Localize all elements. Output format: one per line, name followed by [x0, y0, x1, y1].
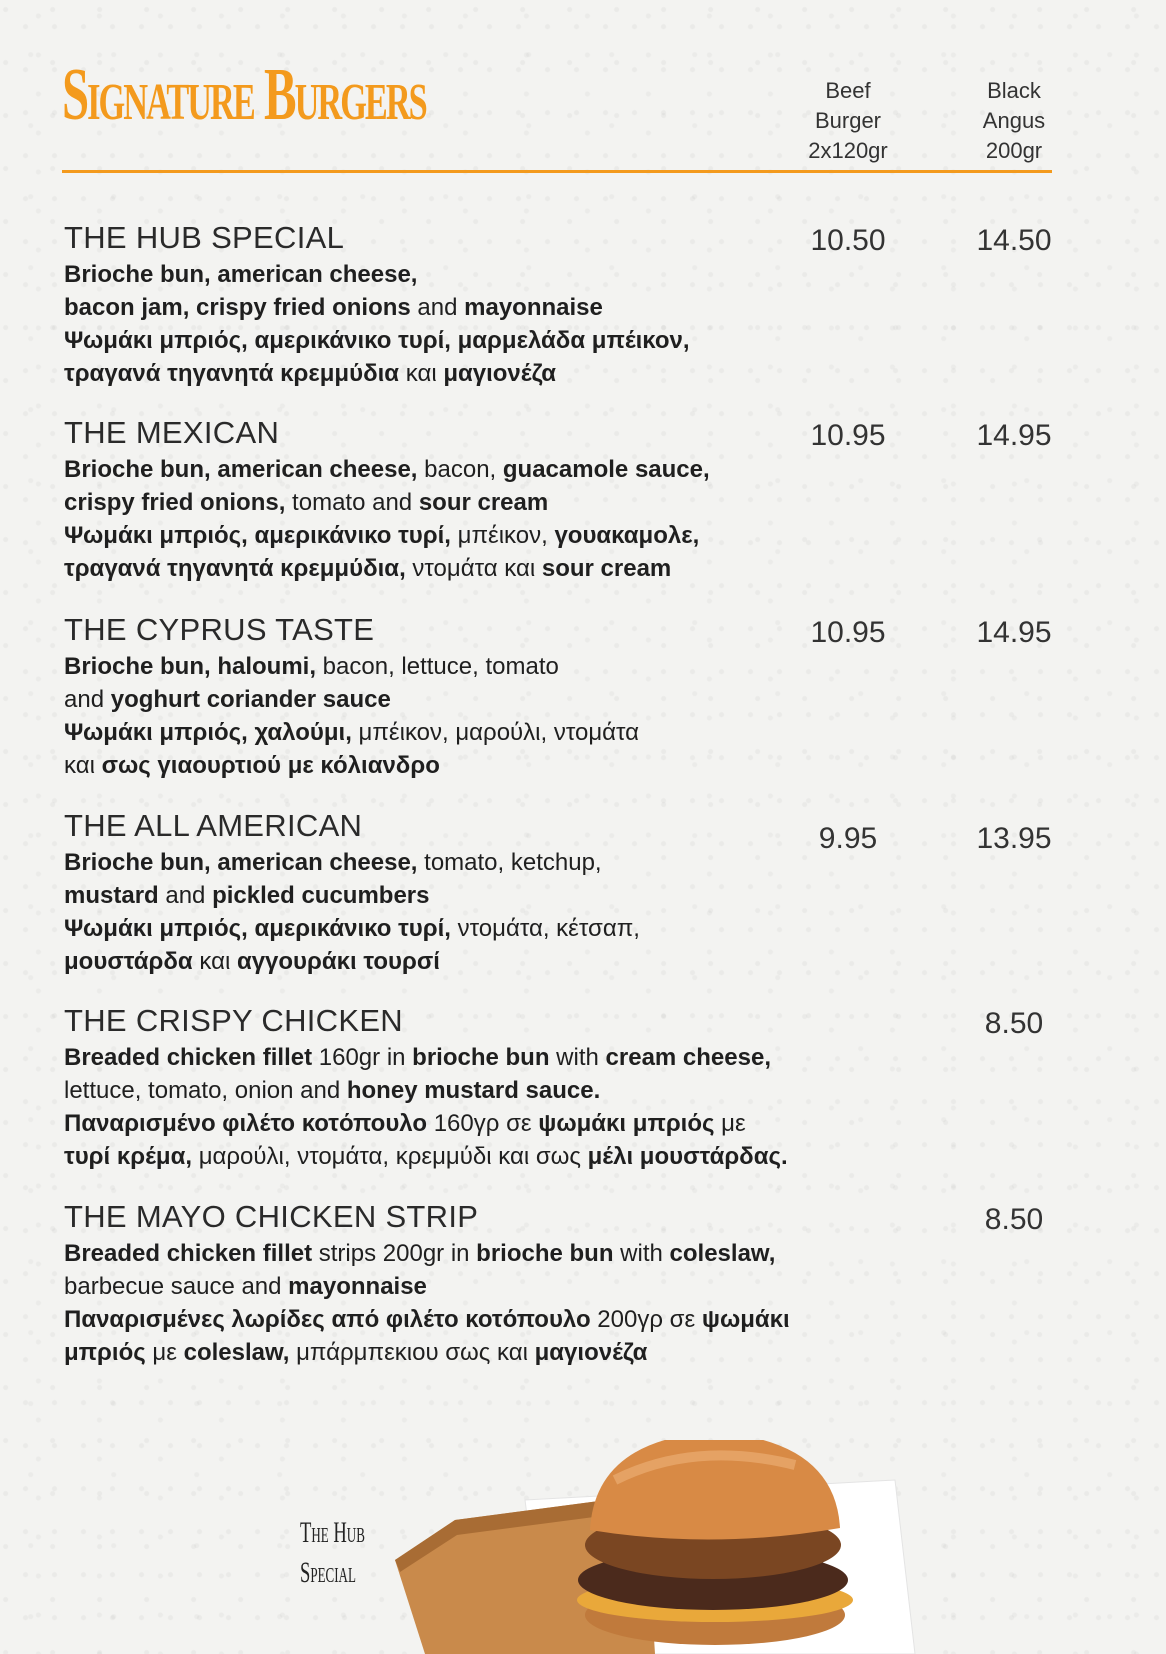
description-bold-text: μαγιονέζα	[443, 360, 557, 387]
burger-photo	[395, 1440, 955, 1654]
price-beef-burger: 10.95	[810, 419, 886, 452]
description-bold-text: τραγανά τηγανητά κρεμμύδια,	[64, 555, 406, 582]
item-description-line	[64, 846, 1064, 879]
description-bold-text: Brioche bun, american cheese,	[64, 456, 418, 483]
description-text: lettuce, tomato, onion and	[64, 1077, 347, 1104]
description-bold-text: Παναρισμένες λωρίδες από φιλέτο κοτόπουλο	[64, 1306, 591, 1333]
description-bold-text: crispy fried onions,	[64, 489, 286, 516]
item-description-line	[64, 291, 1064, 324]
column-header-line: 200gr	[985, 138, 1043, 163]
item-description-line	[64, 258, 1064, 291]
menu-item	[64, 220, 1064, 390]
price-beef-burger: 10.95	[810, 616, 886, 649]
description-bold-text: τραγανά τηγανητά κρεμμύδια	[64, 360, 400, 387]
description-bold-text: Ψωμάκι μπριός, αμερικάνικο τυρί,	[64, 915, 451, 942]
description-bold-text: yoghurt coriander sauce	[110, 686, 391, 713]
description-bold-text: bacon jam, crispy fried onions	[64, 294, 411, 321]
description-text: 160γρ σε	[427, 1110, 539, 1137]
price-black-angus: 14.95	[976, 419, 1052, 452]
description-bold-text: μέλι μουστάρδας.	[587, 1143, 788, 1170]
item-description-line	[64, 519, 1064, 552]
description-bold-text: coleslaw,	[183, 1339, 290, 1366]
description-bold-text: Ψωμάκι μπριός, αμερικάνικο τυρί,	[64, 522, 451, 549]
description-text: and	[64, 686, 111, 713]
description-bold-text: ψωμάκι μπριός	[538, 1110, 715, 1137]
item-description-line	[64, 1336, 1064, 1369]
description-bold-text: τυρί κρέμα,	[64, 1143, 193, 1170]
description-text: strips 200gr in	[312, 1240, 477, 1267]
photo-caption	[300, 1513, 365, 1593]
description-bold-text: mayonnaise	[288, 1273, 427, 1300]
description-text: μπάρμπεκιου σως και	[289, 1339, 535, 1366]
description-text: και	[64, 752, 102, 779]
description-bold-text: mustard	[64, 882, 159, 909]
item-description-line	[64, 716, 1064, 749]
description-text: with	[549, 1044, 606, 1071]
description-text: ντομάτα και	[405, 555, 542, 582]
description-text: 200γρ σε	[590, 1306, 702, 1333]
photo-caption-line: The Hub	[300, 1516, 365, 1549]
description-bold-text: guacamole sauce,	[502, 456, 710, 483]
description-text: 160gr in	[312, 1044, 413, 1071]
description-bold-text: pickled cucumbers	[212, 882, 430, 909]
column-header-line: Black	[987, 78, 1041, 103]
item-description-line	[64, 1303, 1064, 1336]
item-description-line	[64, 486, 1064, 519]
item-description-line	[64, 912, 1064, 945]
item-description-line	[64, 453, 1064, 486]
description-text: tomato and	[285, 489, 419, 516]
description-bold-text: Breaded chicken fillet	[64, 1240, 313, 1267]
description-bold-text: Brioche bun, haloumi,	[64, 653, 317, 680]
item-name: THE HUB SPECIAL	[64, 220, 345, 255]
page-title: Signature Burgers	[62, 54, 426, 136]
description-text: tomato, ketchup,	[417, 849, 602, 876]
column-header-black-angus	[959, 76, 1069, 166]
column-header-beef-burger	[793, 76, 903, 166]
item-description-line	[64, 357, 1064, 390]
description-bold-text: σως γιαουρτιού με κόλιανδρο	[101, 752, 440, 779]
description-bold-text: Brioche bun, american cheese,	[64, 849, 418, 876]
description-bold-text: sour cream	[541, 555, 672, 582]
description-text: μαρούλι, ντομάτα, κρεμμύδι και σως	[192, 1143, 588, 1170]
description-bold-text: μπριός	[64, 1339, 146, 1366]
description-text: και	[192, 948, 237, 975]
item-description-line	[64, 879, 1064, 912]
item-description-line	[64, 552, 1064, 585]
menu-item	[64, 1003, 1064, 1173]
price-black-angus: 14.95	[976, 616, 1052, 649]
description-bold-text: Ψωμάκι μπριός, χαλούμι,	[64, 719, 352, 746]
description-text: bacon, lettuce, tomato	[316, 653, 559, 680]
description-bold-text: Παναρισμένο φιλέτο κοτόπουλο	[64, 1110, 428, 1137]
description-text: with	[613, 1240, 670, 1267]
price-black-angus: 8.50	[984, 1007, 1044, 1040]
item-description-line	[64, 1107, 1064, 1140]
column-header-line: 2x120gr	[808, 138, 888, 163]
item-description-line	[64, 1140, 1064, 1173]
description-bold-text: brioche bun	[476, 1240, 614, 1267]
photo-caption-line: Special	[300, 1556, 356, 1589]
description-bold-text: brioche bun	[412, 1044, 550, 1071]
column-header-line: Angus	[982, 108, 1046, 133]
description-bold-text: Breaded chicken fillet	[64, 1044, 313, 1071]
description-bold-text: μαγιονέζα	[534, 1339, 648, 1366]
description-text: barbecue sauce and	[64, 1273, 289, 1300]
description-text: and	[158, 882, 213, 909]
description-bold-text: Ψωμάκι μπριός, αμερικάνικο τυρί, μαρμελάδα μπέικον,	[64, 327, 690, 354]
price-beef-burger: 9.95	[818, 822, 878, 855]
description-bold-text: Brioche bun, american cheese,	[64, 261, 418, 288]
column-header-line: Burger	[814, 108, 882, 133]
price-black-angus: 14.50	[976, 224, 1052, 257]
description-bold-text: μουστάρδα	[64, 948, 193, 975]
description-text: με	[145, 1339, 184, 1366]
menu-item	[64, 808, 1064, 978]
description-bold-text: coleslaw,	[669, 1240, 776, 1267]
description-text: bacon,	[417, 456, 503, 483]
description-bold-text: γουακαμολε,	[554, 522, 700, 549]
column-header-line: Beef	[825, 78, 871, 103]
price-beef-burger: 10.50	[810, 224, 886, 257]
header-divider	[62, 170, 1052, 173]
item-description-line	[64, 1074, 1064, 1107]
description-bold-text: ψωμάκι	[701, 1306, 790, 1333]
description-bold-text: mayonnaise	[464, 294, 603, 321]
item-description-line	[64, 650, 1064, 683]
item-description-line	[64, 945, 1064, 978]
description-text: ντομάτα, κέτσαπ,	[450, 915, 640, 942]
description-text: μπέικον,	[450, 522, 555, 549]
price-black-angus: 13.95	[976, 822, 1052, 855]
description-bold-text: honey mustard sauce.	[346, 1077, 601, 1104]
menu-item	[64, 415, 1064, 585]
item-description-line	[64, 683, 1064, 716]
item-description-line	[64, 1270, 1064, 1303]
item-description-line	[64, 749, 1064, 782]
description-text: και	[399, 360, 444, 387]
description-bold-text: cream cheese,	[605, 1044, 771, 1071]
item-description-line	[64, 1041, 1064, 1074]
description-bold-text: sour cream	[418, 489, 549, 516]
item-name: THE ALL AMERICAN	[64, 808, 363, 843]
description-text: and	[410, 294, 465, 321]
description-bold-text: αγγουράκι τουρσί	[236, 948, 440, 975]
description-text: μπέικον, μαρούλι, ντομάτα	[351, 719, 640, 746]
item-name: THE CYPRUS TASTE	[64, 612, 375, 647]
item-description-line	[64, 324, 1064, 357]
price-black-angus: 8.50	[984, 1203, 1044, 1236]
item-description-line	[64, 1237, 1064, 1270]
item-name: THE CRISPY CHICKEN	[64, 1003, 403, 1038]
description-text: με	[714, 1110, 746, 1137]
item-name: THE MEXICAN	[64, 415, 280, 450]
menu-item	[64, 612, 1064, 782]
item-name: THE MAYO CHICKEN STRIP	[64, 1199, 479, 1234]
menu-item	[64, 1199, 1064, 1369]
